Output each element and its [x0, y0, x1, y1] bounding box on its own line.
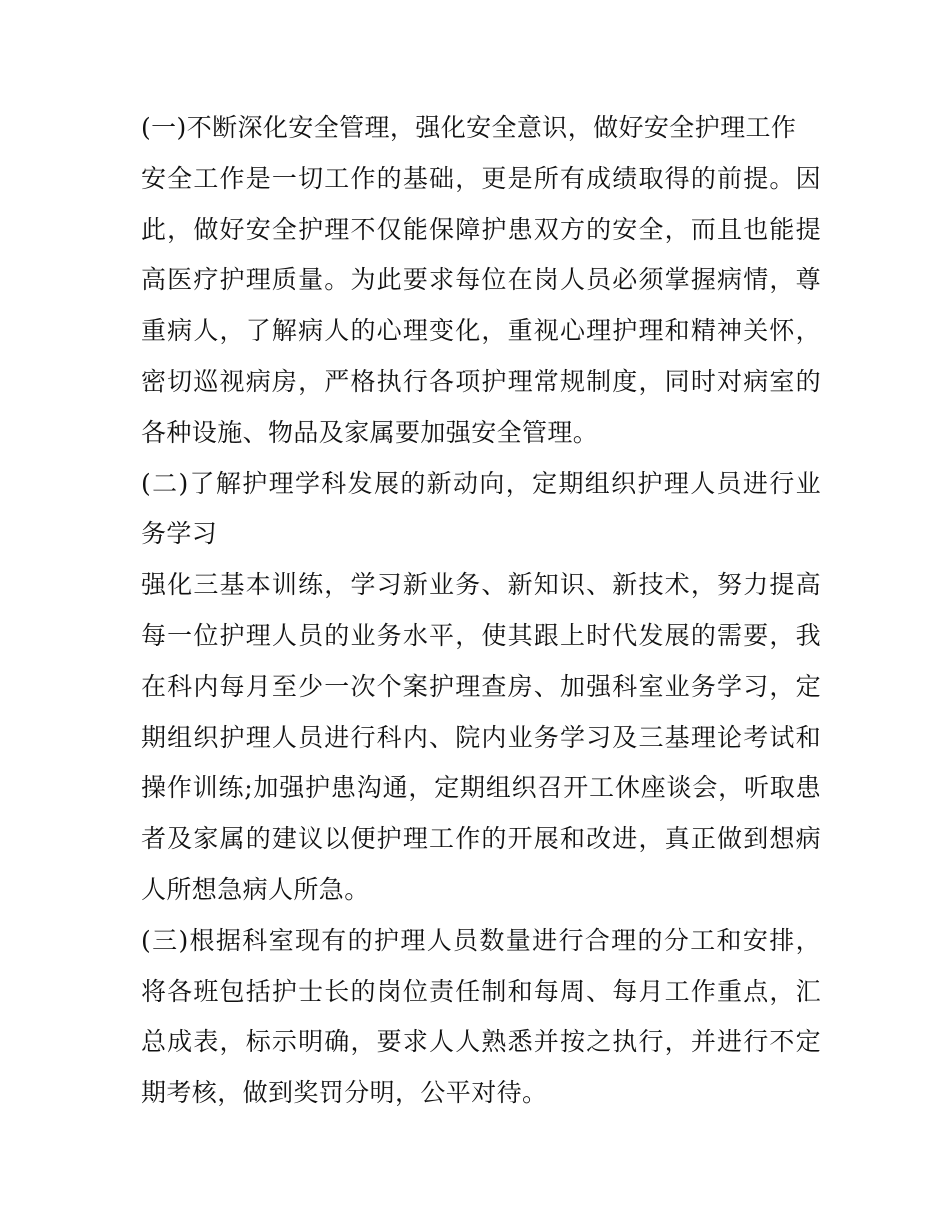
section-heading-2: (二)了解护理学科发展的新动向，定期组织护理人员进行业务学习 — [141, 468, 821, 549]
document-body — [141, 103, 821, 1119]
section-heading-3: (三)根据科室现有的护理人员数量进行合理的分工和安排，将各班包括护士长的岗位责任制和每周、每月工作重点，汇总成表，标示明确，要求人人熟悉并按之执行，并进行不定期考核，做到奖罚分明，公平对待。 — [141, 925, 821, 1108]
section-body-1: 安全工作是一切工作的基础，更是所有成绩取得的前提。因此，做好安全护理不仅能保障护患双方的安全，而且也能提高医疗护理质量。为此要求每位在岗人员必须掌握病情，尊重病人，了解病人的心理变化，重视心理护理和精神关怀，密切巡视病房，严格执行各项护理常规制度，同时对病室的各种设施、物品及家属要加强安全管理。 — [141, 163, 821, 447]
section-body-2: 强化三基本训练，学习新业务、新知识、新技术，努力提高每一位护理人员的业务水平，使其跟上时代发展的需要，我在科内每月至少一次个案护理查房、加强科室业务学习，定期组织护理人员进行科内、院内业务学习及三基理论考试和操作训练;加强护患沟通，定期组织召开工休座谈会，听取患者及家属的建议以便护理工作的开展和改进，真正做到想病人所想急病人所急。 — [141, 570, 821, 904]
section-heading-1: (一)不断深化安全管理，强化安全意识，做好安全护理工作 — [141, 113, 797, 142]
